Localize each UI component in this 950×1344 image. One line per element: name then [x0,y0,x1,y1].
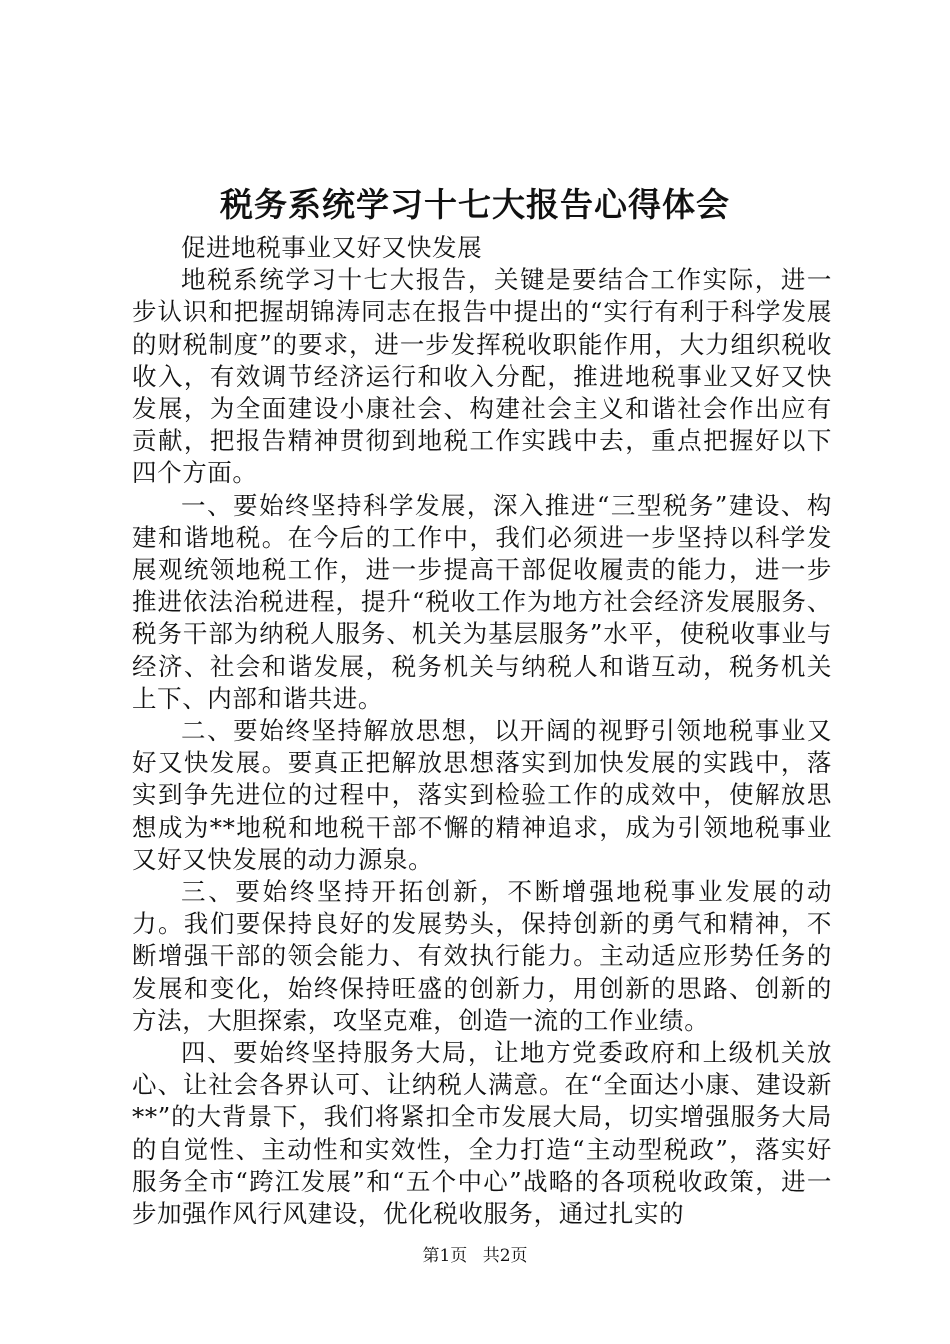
page-total: 共2页 [482,1246,528,1266]
point-four-paragraph: 四、要始终坚持服务大局，让地方党委政府和上级机关放心、让社会各界认可、让纳税人满意。在“全面达小康、建设新**”的大背景下，我们将紧扣全市发展大局，切实增强服务大局的自觉性、主动性和实效性，全力打造“主动型税政”，落实好服务全市“跨江发展”和“五个中心”战略的各项税收政策，进一步加强作风行风建设，优化税收服务，通过扎实的 [132,1038,832,1229]
subtitle-paragraph: 促进地税事业又好又快发展 [181,233,483,262]
page-number: 第1页 [422,1246,468,1266]
page-footer [0,1244,950,1268]
document-body [132,232,832,1230]
point-two-paragraph: 二、要始终坚持解放思想，以开阔的视野引领地税事业又好又快发展。要真正把解放思想落实到加快发展的实践中，落实到争先进位的过程中，落实到检验工作的成效中，使解放思想成为**地税和地税干部不懈的精神追求，成为引领地税事业又好又快发展的动力源泉。 [132,716,832,874]
intro-paragraph: 地税系统学习十七大报告，关键是要结合工作实际，进一步认识和把握胡锦涛同志在报告中提出的“实行有利于科学发展的财税制度”的要求，进一步发挥税收职能作用，大力组织税收收入，有效调节经济运行和收入分配，推进地税事业又好又快发展，为全面建设小康社会、构建社会主义和谐社会作出应有贡献，把报告精神贯彻到地税工作实践中去，重点把握好以下四个方面。 [132,265,832,488]
point-three-paragraph: 三、要始终坚持开拓创新，不断增强地税事业发展的动力。我们要保持良好的发展势头，保持创新的勇气和精神，不断增强干部的领会能力、有效执行能力。主动适应形势任务的发展和变化，始终保持旺盛的创新力，用创新的思路、创新的方法，大胆探索，攻坚克难，创造一流的工作业绩。 [132,877,832,1035]
point-one-paragraph: 一、要始终坚持科学发展，深入推进“三型税务”建设、构建和谐地税。在今后的工作中，我们必须进一步坚持以科学发展观统领地税工作，进一步提高干部促收履责的能力，进一步推进依法治税进程，提升“税收工作为地方社会经济发展服务、税务干部为纳税人服务、机关为基层服务”水平，使税收事业与经济、社会和谐发展，税务机关与纳税人和谐互动，税务机关上下、内部和谐共进。 [132,490,832,713]
document-title: 税务系统学习十七大报告心得体会 [220,185,730,224]
